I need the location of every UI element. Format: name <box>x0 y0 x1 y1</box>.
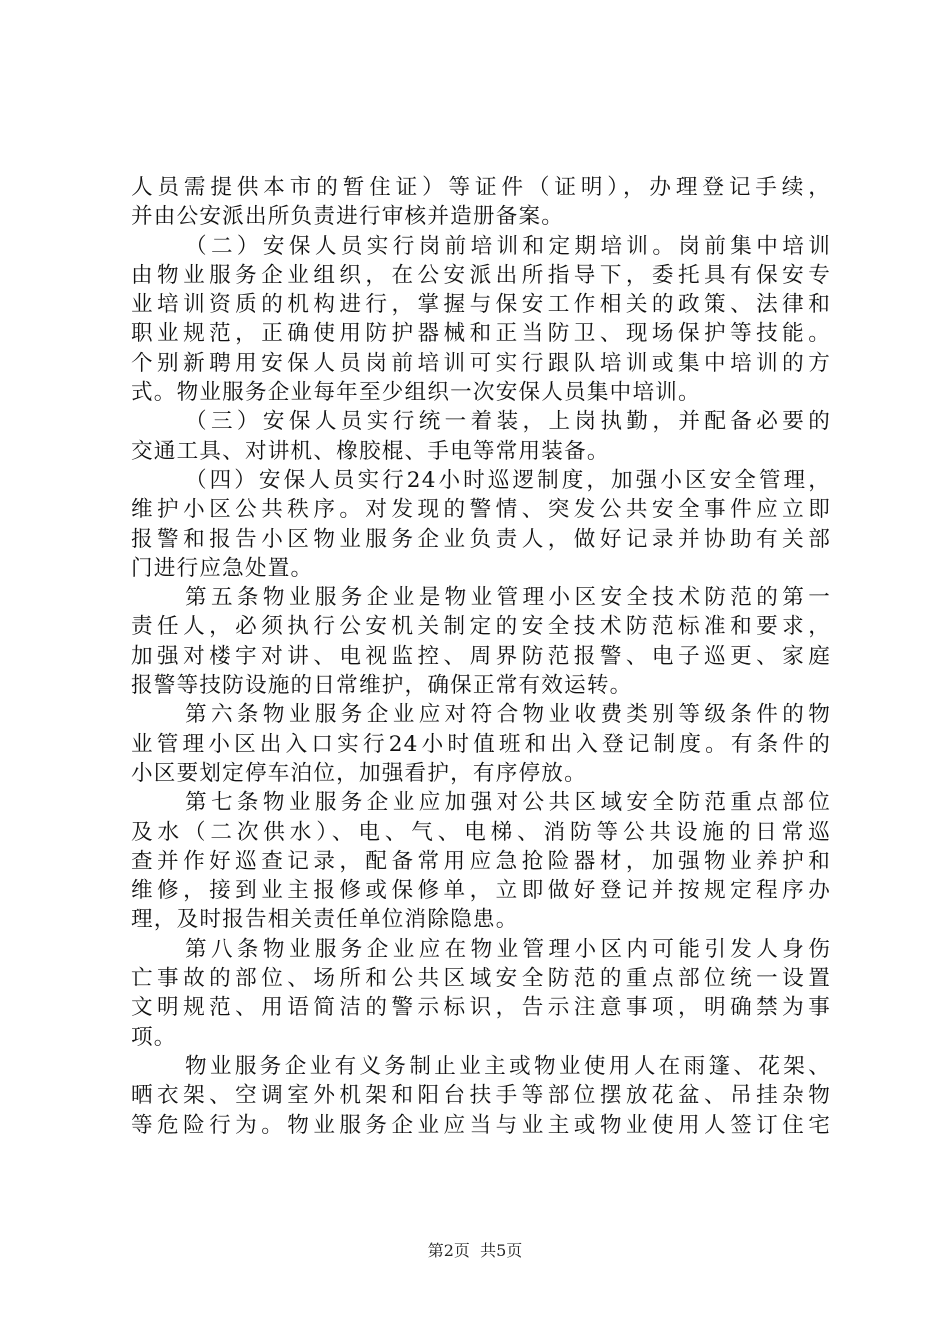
text-line: 式。物业服务企业每年至少组织一次安保人员集中培训。 <box>131 380 701 406</box>
text-line: 业培训资质的机构进行，掌握与保安工作相关的政策、法律和 <box>131 292 831 318</box>
text-line: 门进行应急处置。 <box>131 555 314 581</box>
page-total: 共5页 <box>480 1241 523 1260</box>
text-line: 晒衣架、空调室外机架和阳台扶手等部位摆放花盆、吊挂杂物 <box>131 1083 831 1109</box>
page-number: 第2页 <box>427 1241 470 1260</box>
text-line: 由物业服务企业组织，在公安派出所指导下，委托具有保安专 <box>131 262 831 288</box>
text-line: 物业服务企业有义务制止业主或物业使用人在雨篷、花架、 <box>185 1053 831 1079</box>
document-body <box>131 173 831 1140</box>
text-line: 个别新聘用安保人员岗前培训可实行跟队培训或集中培训的方 <box>131 350 831 376</box>
text-line: 文明规范、用语简洁的警示标识，告示注意事项，明确禁为事 <box>131 995 831 1021</box>
text-line: 第五条物业服务企业是物业管理小区安全技术防范的第一 <box>185 585 831 611</box>
text-line: 报警和报告小区物业服务企业负责人，做好记录并协助有关部 <box>131 526 831 552</box>
page-footer <box>0 1238 950 1261</box>
text-line: 交通工具、对讲机、橡胶棍、手电等常用装备。 <box>131 438 610 464</box>
text-line: 并由公安派出所负责进行审核并造册备案。 <box>131 204 565 230</box>
text-line: （三）安保人员实行统一着装，上岗执勤，并配备必要的 <box>185 409 831 435</box>
text-line: 责任人，必须执行公安机关制定的安全技术防范标准和要求， <box>131 614 831 640</box>
text-line: 业管理小区出入口实行24小时值班和出入登记制度。有条件的 <box>131 731 831 757</box>
text-line: 人员需提供本市的暂住证）等证件（证明），办理登记手续， <box>131 175 831 200</box>
text-line: 项。 <box>131 1024 177 1050</box>
text-line: 职业规范，正确使用防护器械和正当防卫、现场保护等技能。 <box>131 321 831 347</box>
text-line: 第八条物业服务企业应在物业管理小区内可能引发人身伤 <box>185 936 831 962</box>
text-line: 第七条物业服务企业应加强对公共区域安全防范重点部位 <box>185 790 831 816</box>
text-line: （二）安保人员实行岗前培训和定期培训。岗前集中培训 <box>185 233 831 259</box>
text-line: 报警等技防设施的日常维护，确保正常有效运转。 <box>131 673 633 699</box>
text-line: 维护小区公共秩序。对发现的警情、突发公共安全事件应立即 <box>131 497 831 523</box>
text-line: 亡事故的部位、场所和公共区域安全防范的重点部位统一设置 <box>131 966 831 992</box>
text-line: 及水（二次供水）、电、气、电梯、消防等公共设施的日常巡 <box>131 819 831 845</box>
text-line: （四）安保人员实行24小时巡逻制度，加强小区安全管理， <box>185 467 831 493</box>
text-line: 等危险行为。物业服务企业应当与业主或物业使用人签订住宅 <box>131 1112 831 1138</box>
text-line: 小区要划定停车泊位，加强看护，有序停放。 <box>131 760 587 786</box>
text-line: 第六条物业服务企业应对符合物业收费类别等级条件的物 <box>185 702 831 728</box>
text-line: 加强对楼宇对讲、电视监控、周界防范报警、电子巡更、家庭 <box>131 643 831 669</box>
text-line: 查并作好巡查记录，配备常用应急抢险器材，加强物业养护和 <box>131 848 831 874</box>
text-line: 维修，接到业主报修或保修单，立即做好登记并按规定程序办 <box>131 878 831 904</box>
text-line: 理，及时报告相关责任单位消除隐患。 <box>131 907 519 933</box>
